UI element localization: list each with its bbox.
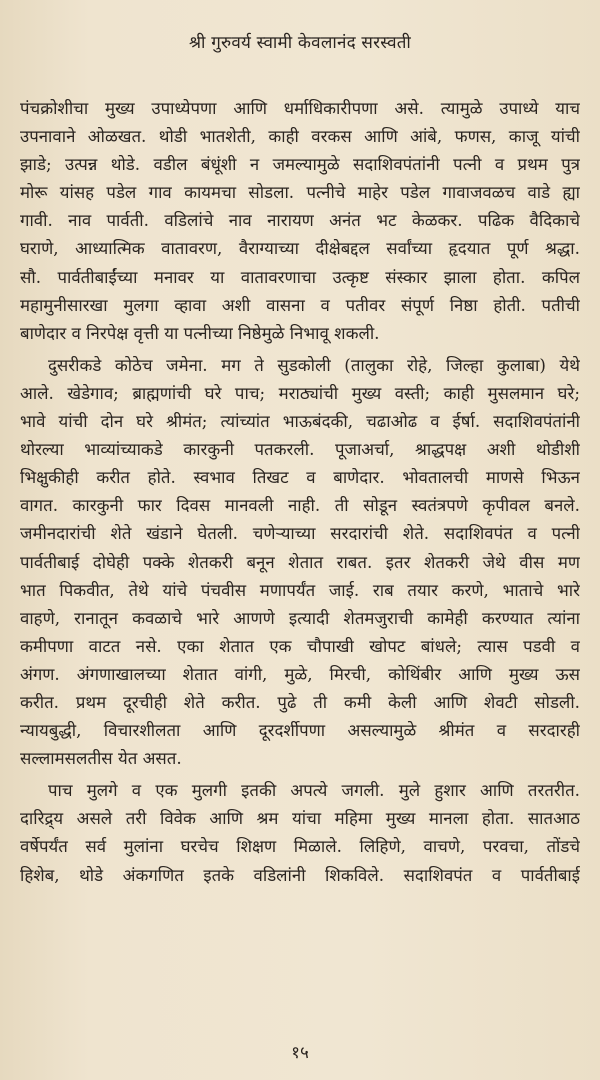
- text-line: करीत. प्रथम दूरचीही शेते करीत. पुढे ती कमी केली आणि शेवटी सोडली.: [20, 691, 580, 712]
- text-line: घराणे, आध्यात्मिक वातावरण, वैराग्याच्या दीक्षेबद्दल सर्वांच्या हृदयात पूर्ण श्रद्धा.: [20, 238, 580, 259]
- text-line: महामुनीसारखा मुलगा व्हावा अशी वासना व पतीवर संपूर्ण निष्ठा होती. पतीची: [20, 294, 580, 315]
- text-line: पंचक्रोशीचा मुख्य उपाध्येपणा आणि धर्माधिकारीपणा असे. त्यामुळे उपाध्ये याच: [20, 98, 580, 118]
- paragraph-2: [20, 351, 580, 772]
- text-line: सौ. पार्वतीबाईंच्या मनावर या वातावरणाचा उत्कृष्ट संस्कार झाला होता. कपिल: [20, 266, 580, 287]
- paragraph-1: [20, 94, 580, 347]
- text-line: अंगण. अंगणाखालच्या शेतात वांगी, मुळे, मिरची, कोथिंबीर आणि मुख्य ऊस: [20, 663, 580, 684]
- text-line: भिक्षुकीही करीत होते. स्वभाव तिखट व बाणेदार. भोवतालची माणसे भिऊन: [20, 467, 580, 488]
- text-line: आले. खेडेगाव; ब्राह्मणांची घरे पाच; मराठ्यांची मुख्य वस्ती; काही मुसलमान घरे;: [20, 382, 580, 403]
- text-line: न्यायबुद्धी, विचारशीलता आणि दूरदर्शीपणा असल्यामुळे श्रीमंत व सरदारही: [20, 720, 580, 741]
- text-line: भात पिकवीत, तेथे यांचे पंचवीस मणापर्यंत जाई. राब तयार करणे, भाताचे भारे: [20, 579, 580, 600]
- text-line: जमीनदारांची शेते खंडाने घेतली. चणेऱ्याच्या सरदारांची शेते. सदाशिवपंत व पत्नी: [20, 523, 580, 544]
- text-line: झाडे; उत्पन्न थोडे. वडील बंधूंशी न जमल्यामुळे सदाशिवपंतांनी पत्नी व प्रथम पुत्र: [20, 154, 580, 175]
- paragraph-3: [20, 776, 580, 888]
- text-line: मोरू यांसह पडेल गाव कायमचा सोडला. पत्नीचे माहेर पडेल गावाजवळच वाडे ह्या: [20, 182, 580, 203]
- text-line: भावे यांची दोन घरे श्रीमंत; त्यांच्यांत भाऊबंदकी, चढाओढ व ईर्षा. सदाशिवपंतांनी: [20, 411, 580, 432]
- page-number: १५: [291, 1043, 309, 1063]
- text-line: वागत. कारकुनी फार दिवस मानवली नाही. ती सोडून स्वतंत्रपणे कृपीवल बनले.: [20, 495, 580, 516]
- text-line: पार्वतीबाई दोघेही पक्के शेतकरी बनून शेतात राबत. इतर शेतकरी जेथे वीस मण: [20, 551, 580, 572]
- text-line: दारिद्र्य असले तरी विवेक आणि श्रम यांचा महिमा मुख्य मानला होता. सातआठ: [20, 808, 580, 829]
- text-line: बाणेदार व निरपेक्ष वृत्ती या पत्नीच्या निष्ठेमुळे निभावू शकली.: [20, 322, 380, 343]
- text-line: कमीपणा वाटत नसे. एका शेतात एक चौपाखी खोपट बांधले; त्यास पडवी व: [20, 635, 580, 656]
- page-body: [20, 94, 580, 889]
- text-line: सल्लामसलतीस येत असत.: [20, 748, 182, 769]
- text-line: दुसरीकडे कोठेच जमेना. मग ते सुडकोली (तालुका रोहे, जिल्हा कुलाबा) येथे: [48, 354, 580, 375]
- text-line: वाहणे, रानातून कवळाचे भारे आणणे इत्यादी शेतमजुराची कामेही करण्यात त्यांना: [20, 607, 580, 628]
- running-header: श्री गुरुवर्य स्वामी केवलानंद सरस्वती: [188, 33, 412, 53]
- text-line: हिशेब, थोडे अंकगणित इतके वडिलांनी शिकविले. सदाशिवपंत व पार्वतीबाई: [20, 864, 580, 885]
- text-line: वर्षेपर्यंत सर्व मुलांना घरचेच शिक्षण मिळाले. लिहिणे, वाचणे, परवचा, तोंडचे: [20, 836, 580, 857]
- text-line: थोरल्या भाव्यांच्याकडे कारकुनी पतकरली. पूजाअर्चा, श्राद्धपक्ष अशी थोडीशी: [20, 439, 580, 460]
- text-line: पाच मुलगे व एक मुलगी इतकी अपत्ये जगली. मुले हुशार आणि तरतरीत.: [48, 780, 580, 801]
- text-line: उपनावाने ओळखत. थोडी भातशेती, काही वरकस आणि आंबे, फणस, काजू यांची: [20, 126, 580, 147]
- text-line: गावी. नाव पार्वती. वडिलांचे नाव नारायण अनंत भट केळकर. पढिक वैदिकाचे: [20, 210, 580, 231]
